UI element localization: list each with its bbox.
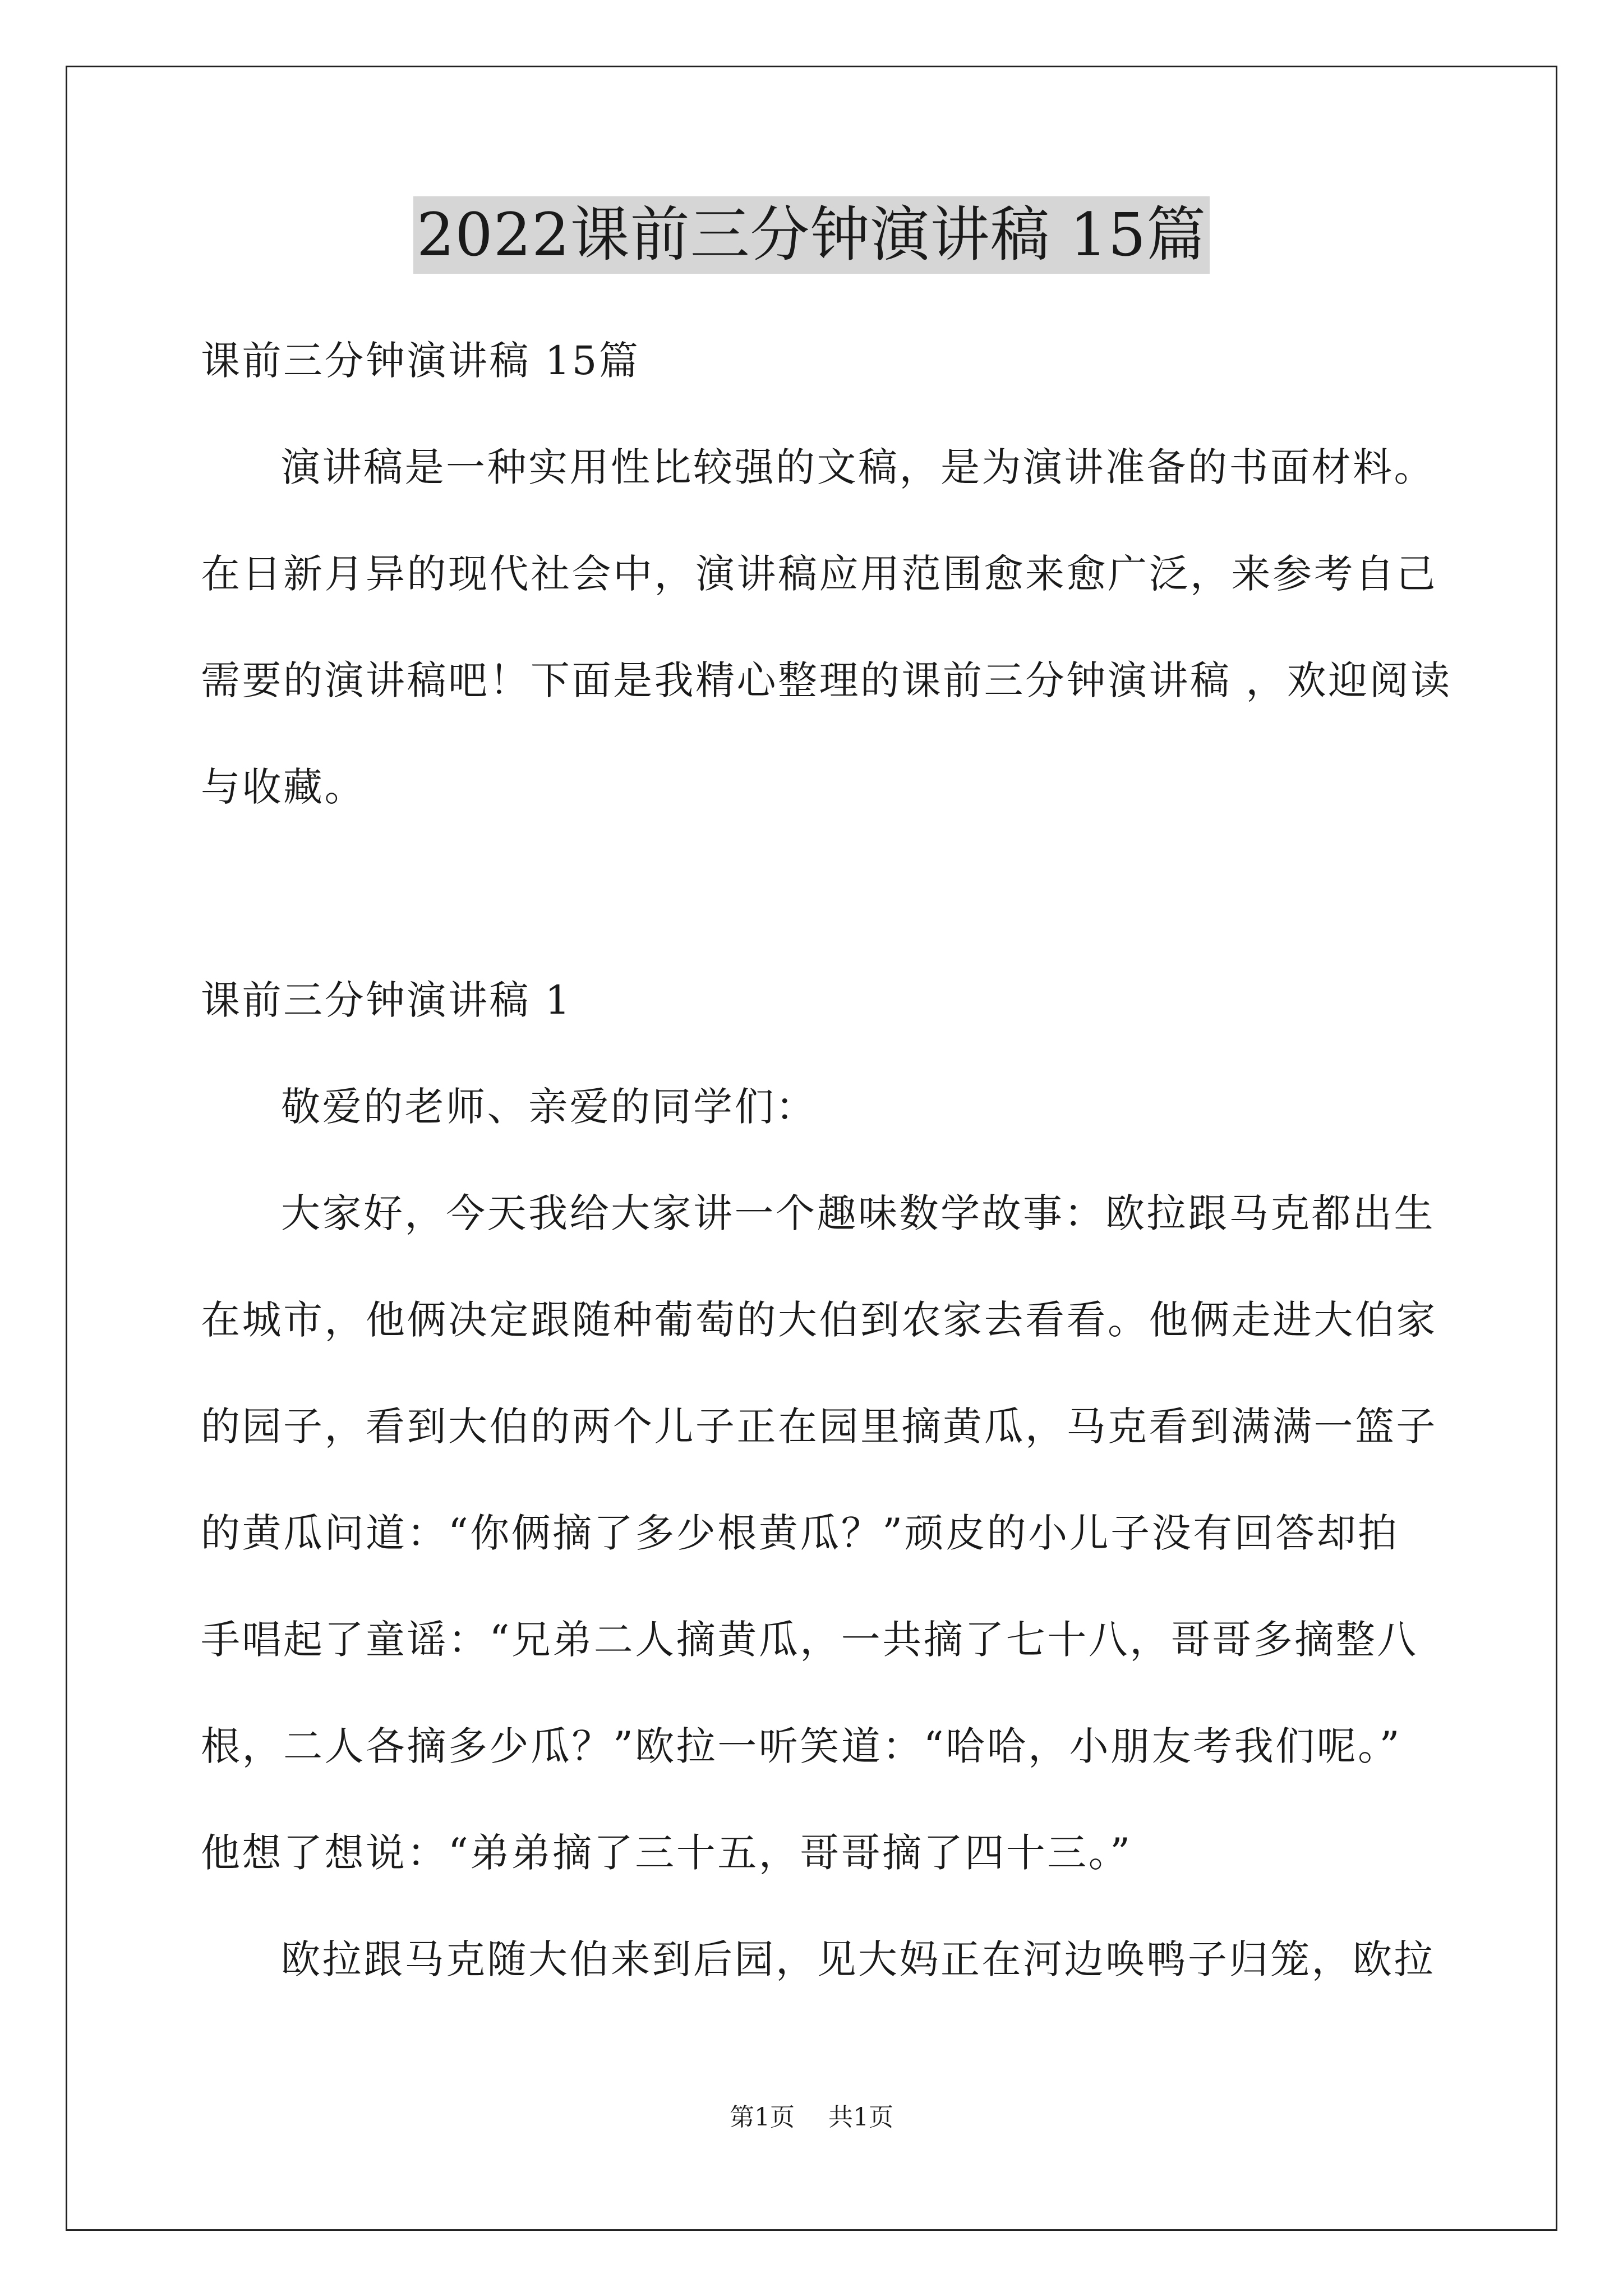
paragraph-line: 需要的演讲稿吧！下面是我精心整理的课前三分钟演讲稿 ，欢迎阅读 — [201, 657, 1452, 703]
section-heading: 课前三分钟演讲稿 1 — [201, 977, 572, 1023]
title-area — [0, 196, 1623, 274]
paragraph-line: 根，二人各摘多少瓜？”欧拉一听笑道：“哈哈，小朋友考我们呢。” — [201, 1723, 1401, 1769]
salutation-line: 敬爱的老师、亲爱的同学们： — [281, 1084, 817, 1130]
document-title: 2022课前三分钟演讲稿 15篇 — [413, 196, 1210, 274]
blank-line — [201, 840, 1435, 947]
paragraph-line: 手唱起了童谣：“兄弟二人摘黄瓜，一共摘了七十八，哥哥多摘整八 — [201, 1617, 1418, 1663]
document-body — [201, 307, 1452, 2013]
page-number: 第1页 — [730, 2103, 795, 2132]
paragraph-line: 在城市，他俩决定跟随种葡萄的大伯到农家去看看。他俩走进大伯家 — [201, 1297, 1437, 1343]
paragraph-line: 演讲稿是一种实用性比较强的文稿，是为演讲准备的书面材料。 — [281, 444, 1435, 490]
paragraph-line: 他想了想说：“弟弟摘了三十五，哥哥摘了四十三。” — [201, 1830, 1132, 1876]
total-pages: 共1页 — [828, 2103, 893, 2132]
paragraph-line: 的园子，看到大伯的两个儿子正在园里摘黄瓜，马克看到满满一篮子 — [201, 1404, 1437, 1450]
paragraph-line: 的黄瓜问道：“你俩摘了多少根黄瓜？”顽皮的小儿子没有回答却拍 — [201, 1510, 1399, 1556]
paragraph-line: 大家好，今天我给大家讲一个趣味数学故事：欧拉跟马克都出生 — [281, 1190, 1435, 1236]
paragraph-line: 在日新月异的现代社会中，演讲稿应用范围愈来愈广泛，来参考自己 — [201, 551, 1437, 597]
paragraph-line: 欧拉跟马克随大伯来到后园，见大妈正在河边唤鸭子归笼，欧拉 — [281, 1936, 1435, 1982]
page-footer — [0, 2101, 1623, 2134]
section-heading: 课前三分钟演讲稿 15篇 — [201, 338, 640, 384]
paragraph-line: 与收藏。 — [201, 764, 366, 810]
